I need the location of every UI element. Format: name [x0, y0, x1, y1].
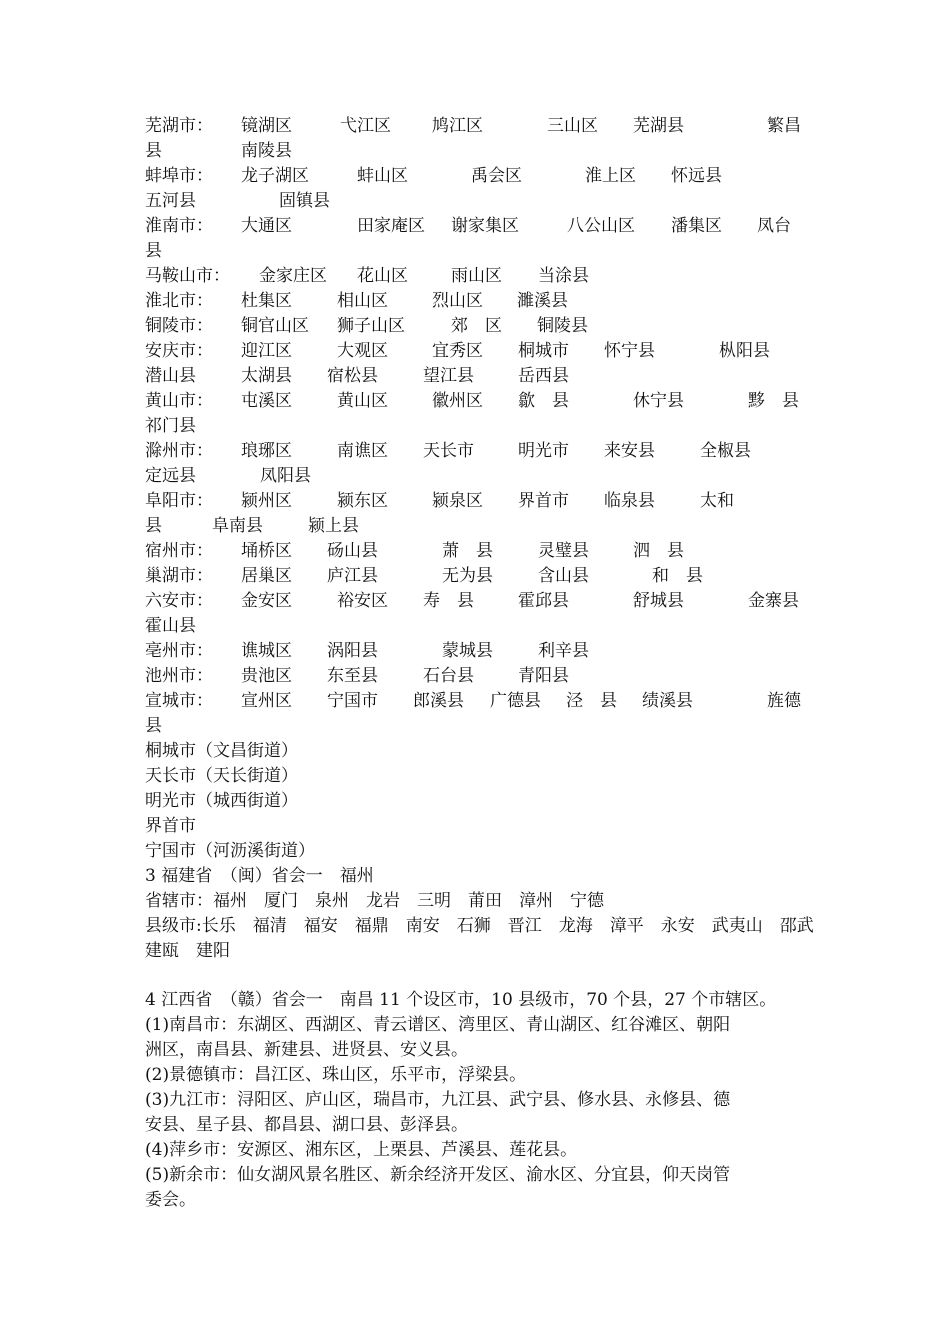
district-name: 大观区 [337, 341, 388, 361]
county-name: 濉溪县 [517, 291, 568, 311]
county-name: 凤台 [757, 216, 791, 236]
city-label: 阜阳市： [145, 491, 213, 511]
paragraph-line: (5)新余市：仙女湖风景名胜区、新余经济开发区、渝水区、分宜县，仰天岗管 [145, 1165, 731, 1185]
district-name: 龙子湖区 [241, 166, 309, 186]
district-name: 界首市 [518, 491, 569, 511]
district-name: 禹会区 [471, 166, 522, 186]
district-name: 黄山区 [337, 391, 388, 411]
city-label: 马鞍山市： [145, 266, 230, 286]
district-name: 迎江区 [241, 341, 292, 361]
county-name: 颍上县 [308, 516, 359, 536]
county-name: 砀山县 [327, 541, 378, 561]
paragraph-line: (3)九江市：浔阳区、庐山区，瑞昌市，九江县、武宁县、修水县、永修县、德 [145, 1090, 731, 1110]
county-name: 歙 县 [518, 391, 569, 411]
city-label: 芜湖市： [145, 116, 213, 136]
city-note: 明光市（城西街道） [145, 791, 298, 811]
district-name: 弋江区 [340, 116, 391, 136]
county-name: 青阳县 [518, 666, 569, 686]
city-label: 六安市： [145, 591, 213, 611]
city-label: 亳州市： [145, 641, 213, 661]
city-label: 黄山市： [145, 391, 213, 411]
county-name: 无为县 [442, 566, 493, 586]
county-name: 寿 县 [423, 591, 474, 611]
paragraph-line: 洲区，南昌县、新建县、进贤县、安义县。 [145, 1040, 468, 1060]
county-name: 五河县 [145, 191, 196, 211]
district-name: 贵池区 [241, 666, 292, 686]
county-name: 当涂县 [538, 266, 589, 286]
county-name: 来安县 [604, 441, 655, 461]
county-name: 蒙城县 [442, 641, 493, 661]
county-name: 含山县 [538, 566, 589, 586]
county-name: 霍山县 [145, 616, 196, 636]
county-name: 枞阳县 [719, 341, 770, 361]
county-name: 县 [145, 516, 162, 536]
district-name: 宁国市 [327, 691, 378, 711]
district-name: 三山区 [547, 116, 598, 136]
district-name: 雨山区 [451, 266, 502, 286]
county-name: 凤阳县 [260, 466, 311, 486]
county-name: 涡阳县 [327, 641, 378, 661]
district-name: 鸠江区 [432, 116, 483, 136]
county-name: 绩溪县 [642, 691, 693, 711]
county-name: 庐江县 [327, 566, 378, 586]
county-name: 潜山县 [145, 366, 196, 386]
city-label: 淮南市： [145, 216, 213, 236]
province-heading: 3 福建省 （闽）省会一 福州 [145, 866, 374, 886]
district-name: 谢家集区 [451, 216, 519, 236]
district-name: 颍州区 [241, 491, 292, 511]
district-name: 田家庵区 [357, 216, 425, 236]
city-label: 宿州市： [145, 541, 213, 561]
district-name: 埇桥区 [241, 541, 292, 561]
county-name: 岳西县 [518, 366, 569, 386]
county-name: 灵璧县 [538, 541, 589, 561]
city-label: 滁州市： [145, 441, 213, 461]
county-name: 和 县 [652, 566, 703, 586]
county-name: 繁昌 [767, 116, 801, 136]
city-label: 巢湖市： [145, 566, 213, 586]
county-name: 宿松县 [327, 366, 378, 386]
county-name: 定远县 [145, 466, 196, 486]
district-name: 南谯区 [337, 441, 388, 461]
county-name: 县 [145, 141, 162, 161]
county-name: 太和 [700, 491, 734, 511]
county-name: 祁门县 [145, 416, 196, 436]
district-name: 谯城区 [241, 641, 292, 661]
paragraph-line: 委会。 [145, 1190, 196, 1210]
city-label: 铜陵市： [145, 316, 213, 336]
county-name: 泗 县 [633, 541, 684, 561]
district-name: 杜集区 [241, 291, 292, 311]
county-name: 全椒县 [700, 441, 751, 461]
district-name: 金安区 [241, 591, 292, 611]
county-name: 临泉县 [604, 491, 655, 511]
county-name: 广德县 [490, 691, 541, 711]
district-name: 居巢区 [241, 566, 292, 586]
district-name: 铜官山区 [241, 316, 309, 336]
city-note: 宁国市（河沥溪街道） [145, 841, 315, 861]
county-name: 旌德 [767, 691, 801, 711]
city-note: 天长市（天长街道） [145, 766, 298, 786]
district-name: 桐城市 [518, 341, 569, 361]
county-name: 泾 县 [566, 691, 617, 711]
city-label: 宣城市： [145, 691, 213, 711]
district-name: 颍泉区 [432, 491, 483, 511]
county-name: 金寨县 [748, 591, 799, 611]
district-name: 烈山区 [432, 291, 483, 311]
county-name: 东至县 [327, 666, 378, 686]
city-label: 安庆市： [145, 341, 213, 361]
county-name: 县 [145, 716, 162, 736]
province-heading: 4 江西省 （赣）省会一 南昌 11 个设区市，10 县级市，70 个县，27 个市辖区。 [145, 990, 777, 1010]
district-name: 郊 区 [451, 316, 502, 336]
paragraph-line: (4)萍乡市：安源区、湘东区，上栗县、芦溪县、莲花县。 [145, 1140, 578, 1160]
city-note: 界首市 [145, 816, 196, 836]
county-name: 萧 县 [442, 541, 493, 561]
county-name: 阜南县 [212, 516, 263, 536]
district-name: 天长市 [423, 441, 474, 461]
county-name: 利辛县 [538, 641, 589, 661]
county-name: 舒城县 [633, 591, 684, 611]
district-name: 狮子山区 [337, 316, 405, 336]
city-label: 淮北市： [145, 291, 213, 311]
district-name: 潘集区 [671, 216, 722, 236]
district-name: 淮上区 [585, 166, 636, 186]
district-name: 屯溪区 [241, 391, 292, 411]
city-label: 池州市： [145, 666, 213, 686]
city-note: 桐城市（文昌街道） [145, 741, 298, 761]
district-name: 明光市 [518, 441, 569, 461]
district-name: 花山区 [357, 266, 408, 286]
district-name: 裕安区 [337, 591, 388, 611]
paragraph-line: (1)南昌市：东湖区、西湖区、青云谱区、湾里区、青山湖区、红谷滩区、朝阳 [145, 1015, 731, 1035]
county-name: 县 [145, 241, 162, 261]
district-name: 琅琊区 [241, 441, 292, 461]
province-county-list: 建瓯 建阳 [145, 941, 230, 961]
county-name: 石台县 [423, 666, 474, 686]
district-name: 大通区 [241, 216, 292, 236]
paragraph-line: (2)景德镇市：昌江区、珠山区，乐平市，浮梁县。 [145, 1065, 527, 1085]
county-name: 休宁县 [633, 391, 684, 411]
district-name: 徽州区 [432, 391, 483, 411]
district-name: 宜秀区 [432, 341, 483, 361]
district-name: 宣州区 [241, 691, 292, 711]
county-name: 怀远县 [671, 166, 722, 186]
province-county-list: 县级市:长乐 福清 福安 福鼎 南安 石狮 晋江 龙海 漳平 永安 武夷山 邵武 [145, 916, 814, 936]
district-name: 相山区 [337, 291, 388, 311]
county-name: 黟 县 [748, 391, 799, 411]
county-name: 霍邱县 [518, 591, 569, 611]
paragraph-line: 安县、星子县、都昌县、湖口县、彭泽县。 [145, 1115, 468, 1135]
district-name: 金家庄区 [259, 266, 327, 286]
county-name: 望江县 [423, 366, 474, 386]
county-name: 怀宁县 [604, 341, 655, 361]
district-name: 八公山区 [567, 216, 635, 236]
county-name: 铜陵县 [537, 316, 588, 336]
county-name: 郎溪县 [413, 691, 464, 711]
city-label: 蚌埠市： [145, 166, 213, 186]
county-name: 太湖县 [241, 366, 292, 386]
county-name: 固镇县 [279, 191, 330, 211]
province-city-list: 省辖市：福州 厦门 泉州 龙岩 三明 莆田 漳州 宁德 [145, 891, 604, 911]
county-name: 南陵县 [241, 141, 292, 161]
district-name: 蚌山区 [357, 166, 408, 186]
county-name: 芜湖县 [633, 116, 684, 136]
district-name: 颍东区 [337, 491, 388, 511]
district-name: 镜湖区 [241, 116, 292, 136]
